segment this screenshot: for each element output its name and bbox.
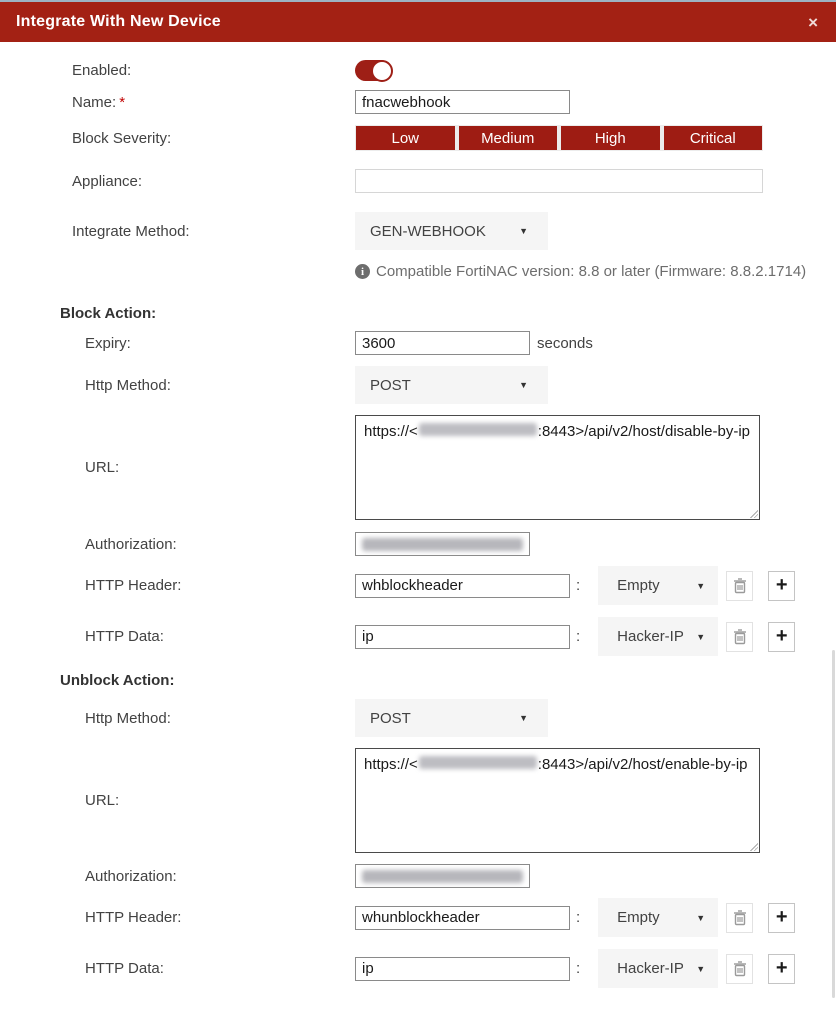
modal-title: Integrate With New Device <box>16 13 221 30</box>
required-asterisk: * <box>119 93 126 111</box>
compatibility-text: Compatible FortiNAC version: 8.8 or later (Firmware: 8.8.2.1714) <box>376 263 807 280</box>
block-authorization-input[interactable] <box>355 532 530 556</box>
block-action-heading: Block Action: <box>60 305 157 322</box>
block-authorization-label: Authorization: <box>85 535 177 553</box>
redacted-authorization <box>362 870 523 883</box>
block-expiry-row <box>0 331 836 355</box>
block-authorization-row <box>0 532 836 556</box>
block-header-key-input[interactable] <box>355 574 570 598</box>
unblock-url-label: URL: <box>85 792 120 809</box>
key-value-separator: : <box>576 960 581 977</box>
unblock-header-value: Empty <box>617 909 660 926</box>
block-http-method-value: POST <box>370 376 411 394</box>
severity-critical-button[interactable]: Critical <box>664 126 763 150</box>
block-http-header-row <box>0 566 836 605</box>
block-header-add-button[interactable] <box>768 571 795 601</box>
unblock-action-section <box>0 672 836 689</box>
unblock-http-header-row <box>0 898 836 937</box>
close-icon[interactable]: × <box>808 12 818 32</box>
severity-low-button[interactable]: Low <box>356 126 455 150</box>
appliance-input[interactable] <box>355 169 763 193</box>
unblock-http-method-value: POST <box>370 709 411 727</box>
unblock-data-delete-button[interactable] <box>726 954 753 984</box>
block-data-value-dropdown[interactable] <box>598 617 718 656</box>
block-header-value: Empty <box>617 577 660 594</box>
enabled-toggle[interactable] <box>355 60 392 81</box>
block-http-data-row <box>0 617 836 656</box>
integrate-method-row <box>0 212 836 250</box>
unblock-header-value-dropdown[interactable] <box>598 898 718 937</box>
chevron-down-icon: ▼ <box>696 963 706 974</box>
trash-icon <box>733 578 747 594</box>
block-http-method-label: Http Method: <box>85 376 171 394</box>
chevron-down-icon: ▼ <box>696 631 706 642</box>
block-severity-row <box>0 125 836 151</box>
resize-grip-icon[interactable] <box>749 509 758 518</box>
trash-icon <box>733 961 747 977</box>
block-url-row <box>0 415 836 520</box>
appliance-row <box>0 169 836 193</box>
trash-icon <box>733 629 747 645</box>
plus-icon: + <box>775 956 788 979</box>
expiry-label: Expiry: <box>85 334 131 352</box>
block-header-value-dropdown[interactable] <box>598 566 718 605</box>
unblock-http-header-label: HTTP Header: <box>85 909 182 926</box>
toggle-knob <box>371 60 393 82</box>
plus-icon: + <box>775 624 788 647</box>
block-http-header-label: HTTP Header: <box>85 577 182 594</box>
resize-grip-icon[interactable] <box>749 842 758 851</box>
unblock-http-data-row <box>0 949 836 988</box>
url-prefix: https://< <box>364 756 418 773</box>
block-header-delete-button[interactable] <box>726 571 753 601</box>
severity-button-group <box>355 125 763 151</box>
unblock-http-method-label: Http Method: <box>85 709 171 727</box>
unblock-authorization-row <box>0 864 836 888</box>
key-value-separator: : <box>576 628 581 645</box>
enabled-label: Enabled: <box>72 62 132 79</box>
unblock-authorization-label: Authorization: <box>85 867 177 885</box>
chevron-down-icon: ▼ <box>519 713 528 723</box>
chevron-down-icon: ▼ <box>519 380 528 390</box>
redacted-address <box>419 756 537 769</box>
expiry-input[interactable] <box>355 331 530 355</box>
unblock-authorization-input[interactable] <box>355 864 530 888</box>
block-data-value: Hacker-IP <box>617 628 684 645</box>
plus-icon: + <box>775 905 788 928</box>
unblock-url-textarea[interactable] <box>355 748 760 853</box>
unblock-url-row <box>0 748 836 853</box>
block-http-method-row <box>0 366 836 404</box>
block-url-label: URL: <box>85 459 120 476</box>
block-data-delete-button[interactable] <box>726 622 753 652</box>
unblock-data-add-button[interactable] <box>768 954 795 984</box>
compatibility-row <box>0 263 836 280</box>
unblock-http-method-dropdown[interactable] <box>355 699 548 737</box>
block-data-key-input[interactable] <box>355 625 570 649</box>
block-data-add-button[interactable] <box>768 622 795 652</box>
name-row <box>0 90 836 114</box>
chevron-down-icon: ▼ <box>519 226 528 236</box>
redacted-authorization <box>362 538 523 551</box>
trash-icon <box>733 910 747 926</box>
info-icon: i <box>355 264 370 279</box>
unblock-header-delete-button[interactable] <box>726 903 753 933</box>
block-http-method-dropdown[interactable] <box>355 366 548 404</box>
integrate-method-value: GEN-WEBHOOK <box>370 222 486 240</box>
compatibility-note <box>355 263 806 280</box>
severity-high-button[interactable]: High <box>561 126 660 150</box>
enabled-row <box>0 60 836 81</box>
modal-header <box>0 2 836 42</box>
key-value-separator: : <box>576 909 581 926</box>
unblock-data-key-input[interactable] <box>355 957 570 981</box>
unblock-action-heading: Unblock Action: <box>60 672 175 689</box>
integrate-method-label: Integrate Method: <box>72 222 190 240</box>
plus-icon: + <box>775 573 788 596</box>
integrate-method-dropdown[interactable] <box>355 212 548 250</box>
name-label: Name: * <box>72 93 126 111</box>
unblock-data-value: Hacker-IP <box>617 960 684 977</box>
appliance-label: Appliance: <box>72 172 143 190</box>
unblock-header-add-button[interactable] <box>768 903 795 933</box>
unblock-http-method-row <box>0 699 836 737</box>
vertical-scrollbar-thumb[interactable] <box>832 650 835 998</box>
block-url-textarea[interactable] <box>355 415 760 520</box>
unblock-data-value-dropdown[interactable] <box>598 949 718 988</box>
block-http-data-label: HTTP Data: <box>85 628 164 645</box>
block-action-section <box>0 305 836 322</box>
url-suffix: :8443>/api/v2/host/disable-by-ip <box>537 423 751 440</box>
chevron-down-icon: ▼ <box>696 580 706 591</box>
block-severity-label: Block Severity: <box>72 129 172 147</box>
expiry-unit: seconds <box>537 334 593 352</box>
unblock-header-key-input[interactable] <box>355 906 570 930</box>
integrate-device-form <box>0 42 836 988</box>
severity-medium-button[interactable]: Medium <box>459 126 558 150</box>
unblock-http-data-label: HTTP Data: <box>85 960 164 977</box>
chevron-down-icon: ▼ <box>696 912 706 923</box>
url-prefix: https://< <box>364 423 418 440</box>
url-suffix: :8443>/api/v2/host/enable-by-ip <box>537 756 748 773</box>
key-value-separator: : <box>576 577 581 594</box>
name-input[interactable] <box>355 90 570 114</box>
redacted-address <box>419 423 537 436</box>
